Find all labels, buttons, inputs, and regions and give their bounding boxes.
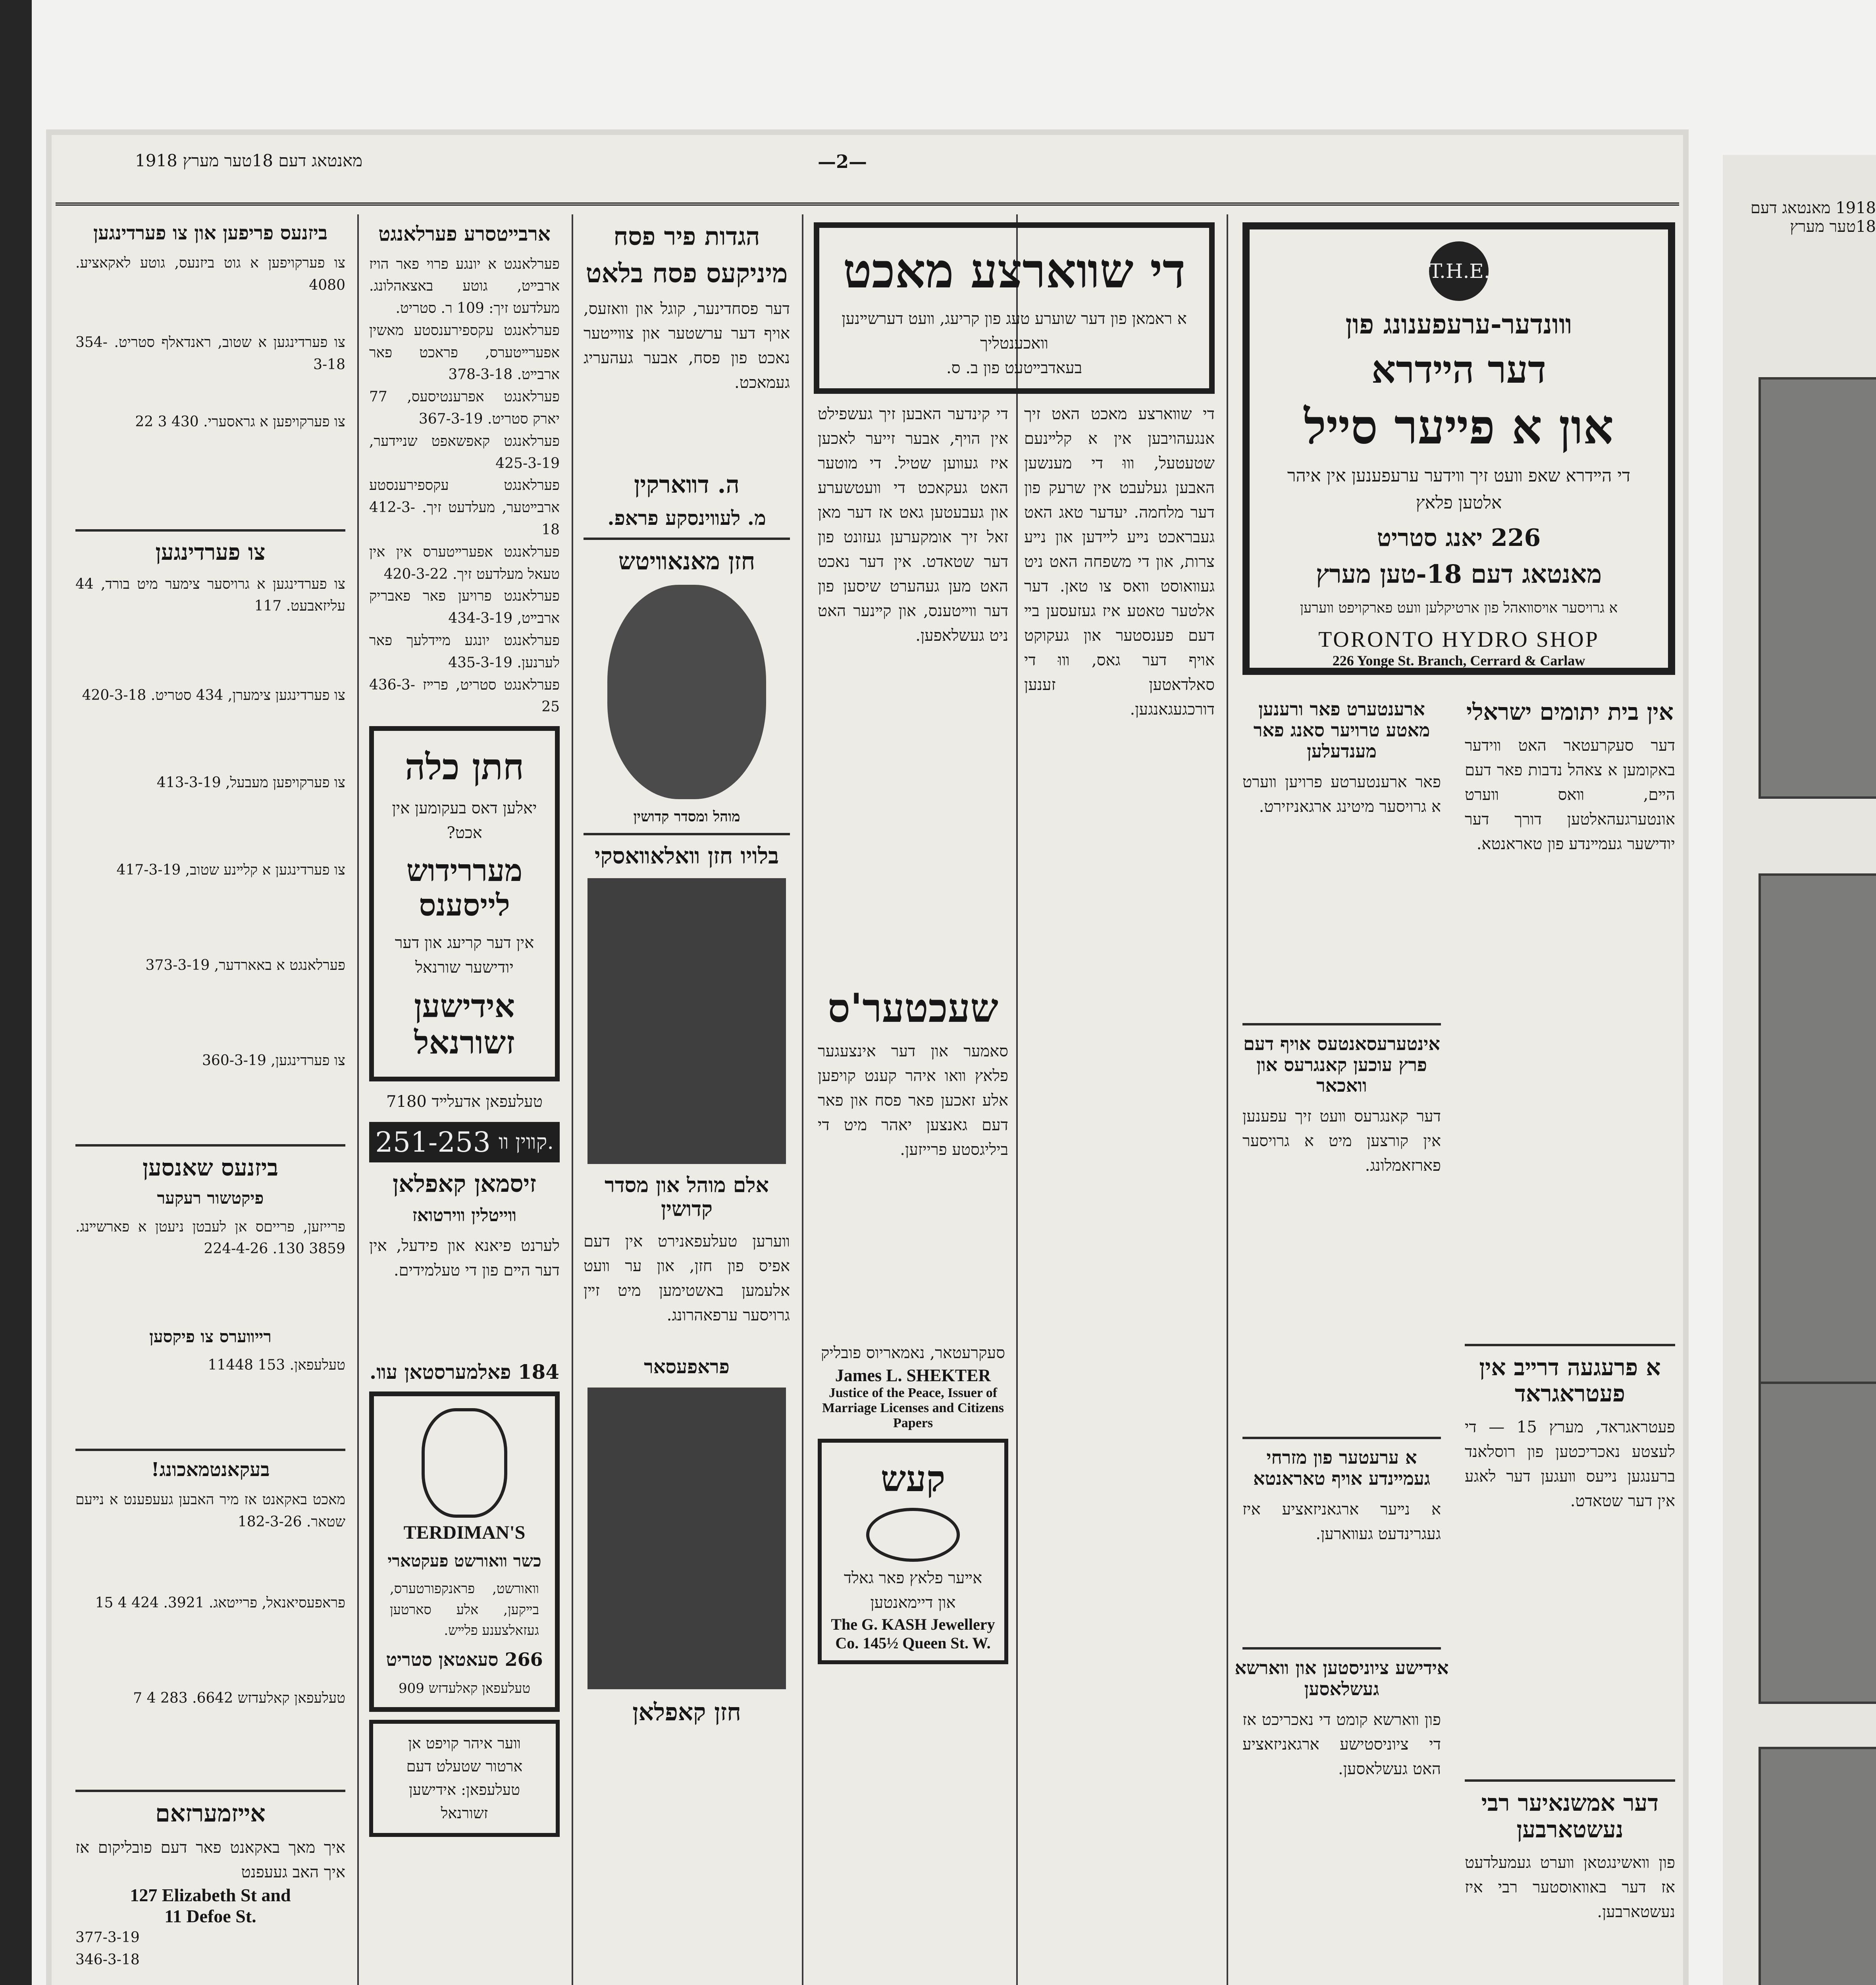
classified-ad: צו פערדינגען א גרויסער צימער מיט בורד, 44 עליזאבעט. 117	[75, 576, 345, 615]
repairs-headline: רײװערס צו פיקסען	[149, 1326, 272, 1346]
hydro-note: א גרויסער אױסװאהל פון ארטיקלען װעט פארקויפט װערען	[1300, 599, 1618, 616]
article-headline: דער אמשנאיער רבי נעשטארבען	[1481, 1789, 1659, 1843]
article-body: פאר ארענטערטע פרויען װערט א גרויסער מיטינג ארגאניזירט.	[1242, 773, 1441, 816]
hydro-headline-3: און א פײער סײל	[1304, 399, 1614, 455]
divider	[75, 1449, 345, 1451]
seder-headline-1: הגדות פיר פסח	[613, 222, 760, 251]
name-1: ה. דװארקין	[634, 471, 740, 499]
masthead-sub: א ראמאן פון דער שוערע טעג פון קריעג, װעט דערשײנען װאכענטליך	[842, 310, 1187, 353]
journal-phone-ad	[369, 1720, 560, 1837]
terdiman-ad	[369, 1391, 560, 1712]
help-wanted-ad: פערלאנגט קאפשאפט שנײדער, 425-3-19	[369, 433, 560, 472]
star-of-david-icon	[422, 1408, 507, 1518]
strip-photo-1	[1759, 377, 1876, 799]
classified-ad: פראפעסיאנאל, פרייטאג. 3921. 424 4 15	[95, 1595, 345, 1611]
article-body: פון װאשינגטאן װערט געמעלדעט אז דער באװאוסטער רבי איז נעשטארבען.	[1465, 1854, 1675, 1921]
notice-body: איך מאך באקאנט פאר דעם פובליקום אז איך האב געעפנט	[75, 1839, 345, 1882]
chatan-body: מעררידוש לייסענס	[406, 852, 523, 923]
seder-headline-2: מיניקעס פסח בלאט	[586, 258, 788, 289]
hydro-address: 226 יאנג סטריט	[1377, 524, 1541, 552]
kash-ad	[818, 1439, 1008, 1664]
masthead-sub-2: בעאדבײטעט פון ב. ס.	[946, 359, 1082, 377]
shekter-ad-body: סאמער און דער אינצעגער פלאץ װאו איהר קענט קויפען אלע זאכען פאר פסח און פאר דעם גאנצען יאהר מיט די ביליגסטע פרייזען.	[818, 1042, 1008, 1159]
journal-phone-ad-text: װער איהר קויפט אן ארטור שטעלט דעם טעלעפאן: אידישען זשורנאל	[406, 1734, 523, 1822]
strip-photo-3	[1759, 1382, 1876, 1704]
violin-teacher-address: 184 פאלמערסטאן עװ.	[369, 1360, 560, 1384]
divider	[1465, 1779, 1675, 1782]
chazan-1-caption: מוהל ומסדר קדושין	[633, 808, 740, 825]
help-wanted-ad: פערלאנגט עקספירענסטע ארבײטער, מעלדעט זיך. 412-3-18	[369, 477, 560, 538]
shekter-desc: Justice of the Peace, Issuer of Marriage Licenses and Citizens Papers	[822, 1386, 1004, 1430]
article-body: פון װארשא קומט די נאכריכט אז די ציוניסטישע ארגאניזאציע האט געשלאסען.	[1242, 1710, 1441, 1778]
kash-body: אײער פלאץ פאר גאלד און דיימאנטען	[844, 1569, 982, 1612]
story-text-2: די קינדער האבען זיך געשפילט אין הויף, אבער זייער לאכען איז געװען שטיל. די מוטער האט געקאכט די װעטשערע און געבעטען גאט אז דער מאן זאל זיך אומקערען געזונט פון דער שטאדט. אין דער נאכט האט מען געהערט שיסען פון דער װײטענס, און קײנער האט ניט געשלאפען.	[818, 405, 1008, 645]
classified-ad: צו פערדינגען א קלײנע שטוב, 417-3-19	[116, 861, 345, 878]
seder-body: דער פסחדינער, קוגל און װאזעס, אויף דער ערשטער און צװײטער נאכט פון פסח, אבער געהעריג געמאכט.	[584, 300, 790, 392]
announcement-headline: בעקאנטמאכונג!	[151, 1458, 270, 1481]
classified-ad: מאכט באקאנט אז מיר האבען געעפענט א נײעם שטאר. 182-3-26	[75, 1492, 345, 1530]
chazan-3-caption: חזן קאפלאן	[632, 1698, 741, 1727]
masthead-title: די שװארצע מאכט	[843, 243, 1186, 299]
story-text: די שװארצע מאכט האט זיך אנגעהויבען אין א קלײנעם שטעטעל, װוּ די מענשען האבען געלעבט אין שרעק פון דער מלחמה. יעדער טאג האט געבראכט נײע לײדען און נײע צרות, און די משפחה האט ניט געװאוסט װאס צו טאן. דער אלטער טאטע איז געזעסען בײ דעם פענסטער און געקוקט אויף דער גאס, װוּ די סאלדאטען זענען דורכגעגאנגען.	[1024, 405, 1215, 719]
help-wanted-body: פערלאנגט א יונגע פרוי פאר הויז ארבײט, גוטע באצאהלונג. מעלדעט זיך: 109 ר. סטריט.	[369, 256, 560, 317]
column-rule	[1227, 214, 1228, 1985]
column-rule	[572, 214, 573, 1985]
column-rule	[802, 214, 803, 1985]
picture-framer-headline: פיקטשור רעקער	[157, 1188, 264, 1208]
chazan-2-caption: אלם מוהל און מסדר קדושין	[605, 1173, 769, 1222]
hydro-logo: T.H.E.	[1429, 241, 1489, 301]
shekter-yid: סעקרעטאר, נאמאריוס פובליק	[821, 1344, 1005, 1362]
classified-ad: צו פערדינגען, 360-3-19	[202, 1052, 345, 1069]
chazan-1-photo	[607, 585, 766, 799]
help-wanted-headline: ארבײטסרע פערלאנגט	[378, 222, 551, 245]
column-rule	[357, 214, 359, 1985]
chatan-sub: יאלען דאס בעקומען אין אכט?	[392, 799, 537, 842]
chatan-title: חתן כלה	[404, 746, 524, 788]
column-right	[1235, 214, 1683, 1985]
chazan-2-body: װערען טעלעפאנירט אין דעם אפיס פון חזן, און ער װעט אלעמען באשטימען מיט זײן גרויסער ערפאהרונג.	[584, 1232, 790, 1325]
help-wanted-ad: פערלאנגט עקספירענסטע מאשין אפערײטערס, פראכט פאר ארבײט. 378-3-18	[369, 322, 560, 383]
hydro-shop-name: TORONTO HYDRO SHOP	[1318, 627, 1599, 652]
article-body: א נײער ארגאניזאציע איז געגרינדעט געװארען.	[1242, 1500, 1441, 1544]
hydro-date: מאנטאג דעם 18-טען מערץ	[1316, 559, 1602, 589]
last-ad-code: 346-3-18	[75, 1951, 140, 1968]
right-articles	[1457, 691, 1683, 1924]
strip-date: 1918 מאנטאג דעם 18טער מערץ	[1750, 199, 1876, 236]
phone-label: קװין װ.	[499, 1130, 554, 1154]
article-headline: אידישע ציוניסטען און װארשא געשלאסען	[1235, 1657, 1449, 1700]
article-headline: אין בית יתומים ישראלי	[1466, 698, 1674, 725]
divider	[584, 538, 790, 540]
divider	[1242, 1647, 1441, 1650]
article-body: דער סעקרעטאר האט װידער באקומען א צאהל נדבות פאר דעם הײם, װאס װערט אונטערגעהאלטען דורך דער יודישער געמײנדע פון טאראנטא.	[1465, 736, 1675, 853]
violin-teacher-body: לערנט פיאנא און פידעל, אין דער הײם פון די טעלמידים.	[369, 1237, 560, 1280]
hydro-body: די הײדרא שאפ װעט זיך װידער ערעפענען אין איהר אלטען פלאץ	[1287, 465, 1631, 513]
terdiman-yid: כשר װאורשט פעקטארי	[387, 1551, 541, 1571]
chatan-kalah-ad	[369, 726, 560, 1081]
terdiman-body: װאורשט, פראנקפורטערס, בײקען, אלע סארטען געזאלצענע פלײש.	[390, 1580, 539, 1639]
help-wanted-ad: פערלאנגט פרויען פאר פאבריק ארבײט, 434-3-19	[369, 588, 560, 627]
violin-teacher-name: זיסמאן קאפלאן	[392, 1170, 537, 1198]
article-body: דער קאנגרעס װעט זיך עפענען אין קורצען מיט א גרויסער פארזאמלונג.	[1242, 1107, 1441, 1175]
violin-teacher-title: װײטלין װירטואז	[412, 1205, 517, 1226]
strip-photo-2	[1759, 873, 1876, 1394]
classified-ad: טעלעפאן קאלעדזש 6642. 283 4 7	[133, 1690, 345, 1707]
story-column-b	[810, 402, 1016, 1672]
terdiman-name: TERDIMAN'S	[403, 1522, 526, 1543]
story-column-a	[1016, 402, 1223, 1672]
divider	[1465, 1344, 1675, 1346]
chazan-2-headline: בלויו חזן װאלאװאסקי	[594, 843, 779, 869]
column-2	[361, 214, 568, 1985]
notice-headline: אײזמערזאם	[155, 1800, 266, 1828]
name-2: מ. לעװינסקע פראפ.	[607, 506, 766, 530]
terdiman-address: 266 סעאטאן סטריט	[386, 1648, 543, 1670]
page-header	[56, 143, 1679, 206]
article-body: פעטראגראד, מערץ 15 — די לעצטע נאכריכטען פון רוסלאנד ברענגען נײעס װעגען דער לאגע אין דער שטאדט.	[1465, 1418, 1676, 1511]
divider	[75, 1144, 345, 1147]
ring-icon	[866, 1508, 960, 1562]
terdiman-phone: טעלעפאן קאלעדזש 909	[399, 1680, 530, 1696]
classified-ad: פערלאנגט א באארדער, 373-3-19	[145, 957, 345, 973]
column-4	[1235, 691, 1449, 1985]
chazan-2-photo	[587, 878, 786, 1164]
classified-ad: צו פערקויפען מעבעל, 413-3-19	[156, 774, 345, 791]
masthead-box	[814, 222, 1215, 394]
classified-ad: טעלעפאן. 153 11448	[208, 1357, 345, 1373]
kash-english: The G. KASH Jewellery Co. 145½ Queen St. W.	[831, 1615, 995, 1652]
hydro-headline-1: װונדער-ערעפענונג פון	[1345, 308, 1572, 340]
business-chances-headline: ביזנעס שאנסען	[143, 1154, 278, 1181]
article-headline: אינטערעסאנטעס אויף דעם פרץ עוכען קאנגרעס און וואכאר	[1243, 1033, 1440, 1097]
phone-number: 251-253	[375, 1125, 491, 1158]
chazan-3-headline: פראפעסאר	[644, 1356, 730, 1378]
chazan-3-photo	[587, 1388, 786, 1689]
article-headline: ארענטערט פאר ורענען מאטע טרויער סאנג פאר מענדעלען	[1253, 698, 1430, 762]
shekter-name: James L. SHEKTER	[835, 1366, 991, 1385]
classified-ad: פרייזען, פרייםס אן לעבטן ניעטן א פארשײנג. 3859 130. 224-4-26	[75, 1218, 345, 1257]
hydro-headline-2: דער הײדרא	[1371, 347, 1547, 392]
column-center	[806, 214, 1223, 1985]
notice-address-2: 11 Defoe St.	[164, 1906, 256, 1927]
classified-ad: צו פערקויפען א גוט ביזנעס, גוטע לאקאציע. 4080	[75, 255, 345, 293]
hydro-shop-address: 226 Yonge St. Branch, Cerrard & Carlaw	[1332, 653, 1585, 669]
classified-ad: צו פערקויפען א גראסערי. 430 3 22	[135, 414, 345, 430]
help-wanted-ad: פערלאנגט סטריט, פרײז 436-3-25	[369, 676, 560, 715]
divider	[1242, 1437, 1441, 1439]
column-left	[67, 214, 353, 1985]
help-wanted-ad: פערלאנגט אפרענטיסעס, 77 יארק סטריט. 367-3-19	[369, 389, 560, 428]
phone-box	[369, 1122, 560, 1162]
strip-photo-4	[1759, 1747, 1876, 1985]
divider	[584, 833, 790, 835]
help-wanted-ad: פערלאנגט אפערײטערס אין אין טעאל מעלדעט זיך. 420-3-22	[369, 543, 560, 582]
divider	[1242, 1023, 1441, 1025]
for-rent-headline: צו פערדינגען	[155, 539, 266, 566]
notice-address-1: 127 Elizabeth St and	[130, 1885, 291, 1906]
kash-title: קעש	[880, 1458, 946, 1500]
article-headline: א ערעטער פון מזרחי געמײנדע אויף טאראנטא	[1253, 1447, 1431, 1490]
chatan-body-2: אין דער קריעג און דער יודישער שורנאל	[395, 933, 534, 977]
notice-code: 377-3-19	[75, 1929, 140, 1946]
divider	[75, 1790, 345, 1792]
page-number: —2—	[818, 151, 867, 172]
article-headline: א פרעגעה דרײב אין פעטראגראד	[1479, 1353, 1661, 1407]
hydro-shop-ad	[1242, 222, 1675, 675]
classified-ad: צו פערדינגען צימערן, 434 סטריט. 420-3-18	[82, 687, 345, 703]
header-date: מאנטאג דעם 18טער מערץ 1918	[135, 151, 363, 170]
classified-ad: צו פערדינגען א שטוב, ראנדאלף סטריט. 354-3-18	[75, 334, 345, 373]
business-headline: ביזנעס פריפען און צו פערדינגען	[93, 222, 327, 244]
journal-name: אידישען זשורנאל	[414, 987, 515, 1061]
scanner-edge	[0, 0, 32, 1985]
column-3	[576, 214, 798, 1985]
help-wanted-ad: פערלאנגט יונגע מײדלעך פאר לערנען. 435-3-19	[369, 632, 560, 671]
chazan-1-headline: חזן מאנאװיטש	[618, 547, 755, 575]
shekter-ad-title: שעכטער'ס	[828, 985, 998, 1031]
divider	[75, 529, 345, 532]
phone-line: טעלעפאן אדעלײד 7180	[386, 1092, 543, 1111]
